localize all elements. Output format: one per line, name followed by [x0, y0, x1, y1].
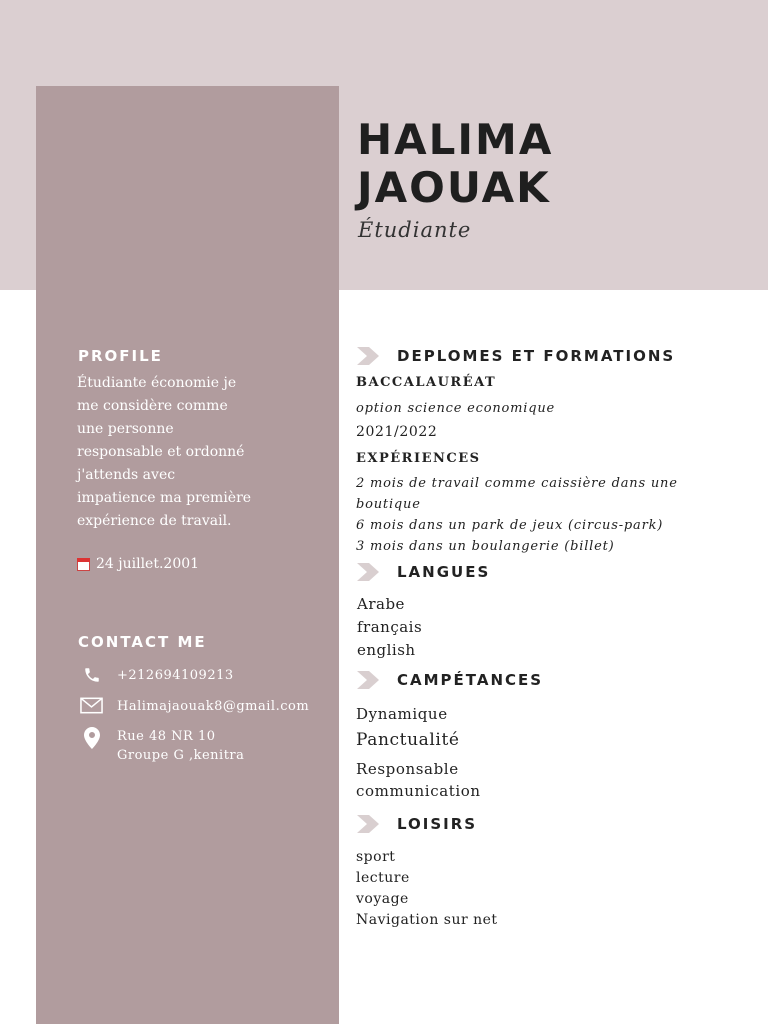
chevron-right-icon	[357, 563, 379, 581]
experience-line: 6 mois dans un park de jeux (circus-park)	[356, 518, 664, 533]
skill-item: Dynamique	[356, 705, 448, 723]
phone-number[interactable]: +212694109213	[117, 668, 234, 683]
section-title: DEPLOMES ET FORMATIONS	[397, 347, 676, 365]
profile-text	[77, 372, 297, 533]
birth-date: 24 juillet.2001	[96, 556, 200, 572]
experience-list	[356, 473, 678, 557]
contact-heading: CONTACT ME	[78, 633, 207, 651]
section-title: CAMPÉTANCES	[397, 671, 544, 689]
hobby-item: lecture	[356, 870, 410, 886]
skill-item: Panctualité	[356, 730, 460, 750]
job-title: Étudiante	[358, 218, 472, 242]
profile-line: expérience de travail.	[77, 513, 232, 529]
address-line: Rue 48 NR 10	[117, 729, 216, 744]
language-item: english	[357, 641, 416, 659]
chevron-right-icon	[357, 671, 379, 689]
email-address[interactable]: Halimajaouak8@gmail.com	[117, 699, 310, 714]
hobby-item: Navigation sur net	[356, 912, 498, 928]
section-title: LANGUES	[397, 563, 491, 581]
language-item: Arabe	[357, 595, 405, 613]
mail-icon	[80, 697, 103, 714]
profile-line: une personne	[77, 421, 174, 437]
skill-item: Responsable	[356, 760, 459, 778]
profile-line: responsable et ordonné	[77, 444, 245, 460]
experience-line: 2 mois de travail comme caissière dans une	[356, 476, 678, 491]
last-name: JAOUAK	[357, 163, 551, 212]
profile-line: Étudiante économie je	[77, 375, 237, 391]
sidebar-panel	[36, 86, 339, 1024]
experience-line: 3 mois dans un boulangerie (billet)	[356, 539, 615, 554]
section-competences-header	[357, 671, 543, 689]
calendar-icon	[77, 558, 90, 571]
chevron-right-icon	[357, 347, 379, 365]
contact-phone	[80, 666, 234, 685]
languages-list	[357, 593, 422, 662]
profile-line: me considère comme	[77, 398, 228, 414]
bac-title: BACCALAURÉAT	[356, 375, 497, 390]
contact-email	[80, 697, 309, 716]
first-name: HALIMA	[357, 115, 554, 164]
full-name	[357, 116, 553, 212]
birth-date-row	[77, 556, 199, 572]
address	[117, 727, 244, 765]
profile-heading: PROFILE	[78, 347, 163, 365]
profile-line: impatience ma première	[77, 490, 252, 506]
section-langues-header	[357, 563, 490, 581]
hobby-item: sport	[356, 849, 396, 865]
experience-title: EXPÉRIENCES	[356, 451, 481, 466]
profile-line: j'attends avec	[77, 467, 176, 483]
contact-address	[80, 727, 244, 765]
bac-option: option science economique	[356, 401, 556, 416]
section-title: LOISIRS	[397, 815, 478, 833]
skill-item: communication	[356, 782, 481, 800]
hobby-item: voyage	[356, 891, 409, 907]
chevron-right-icon	[357, 815, 379, 833]
section-diplomes-header	[357, 347, 675, 365]
language-item: français	[357, 618, 423, 636]
phone-icon	[80, 666, 103, 684]
experience-line: boutique	[356, 497, 421, 512]
section-loisirs-header	[357, 815, 477, 833]
hobbies-list	[356, 847, 498, 931]
address-line: Groupe G ,kenitra	[117, 748, 245, 763]
bac-year: 2021/2022	[356, 424, 438, 440]
location-pin-icon	[80, 727, 103, 749]
